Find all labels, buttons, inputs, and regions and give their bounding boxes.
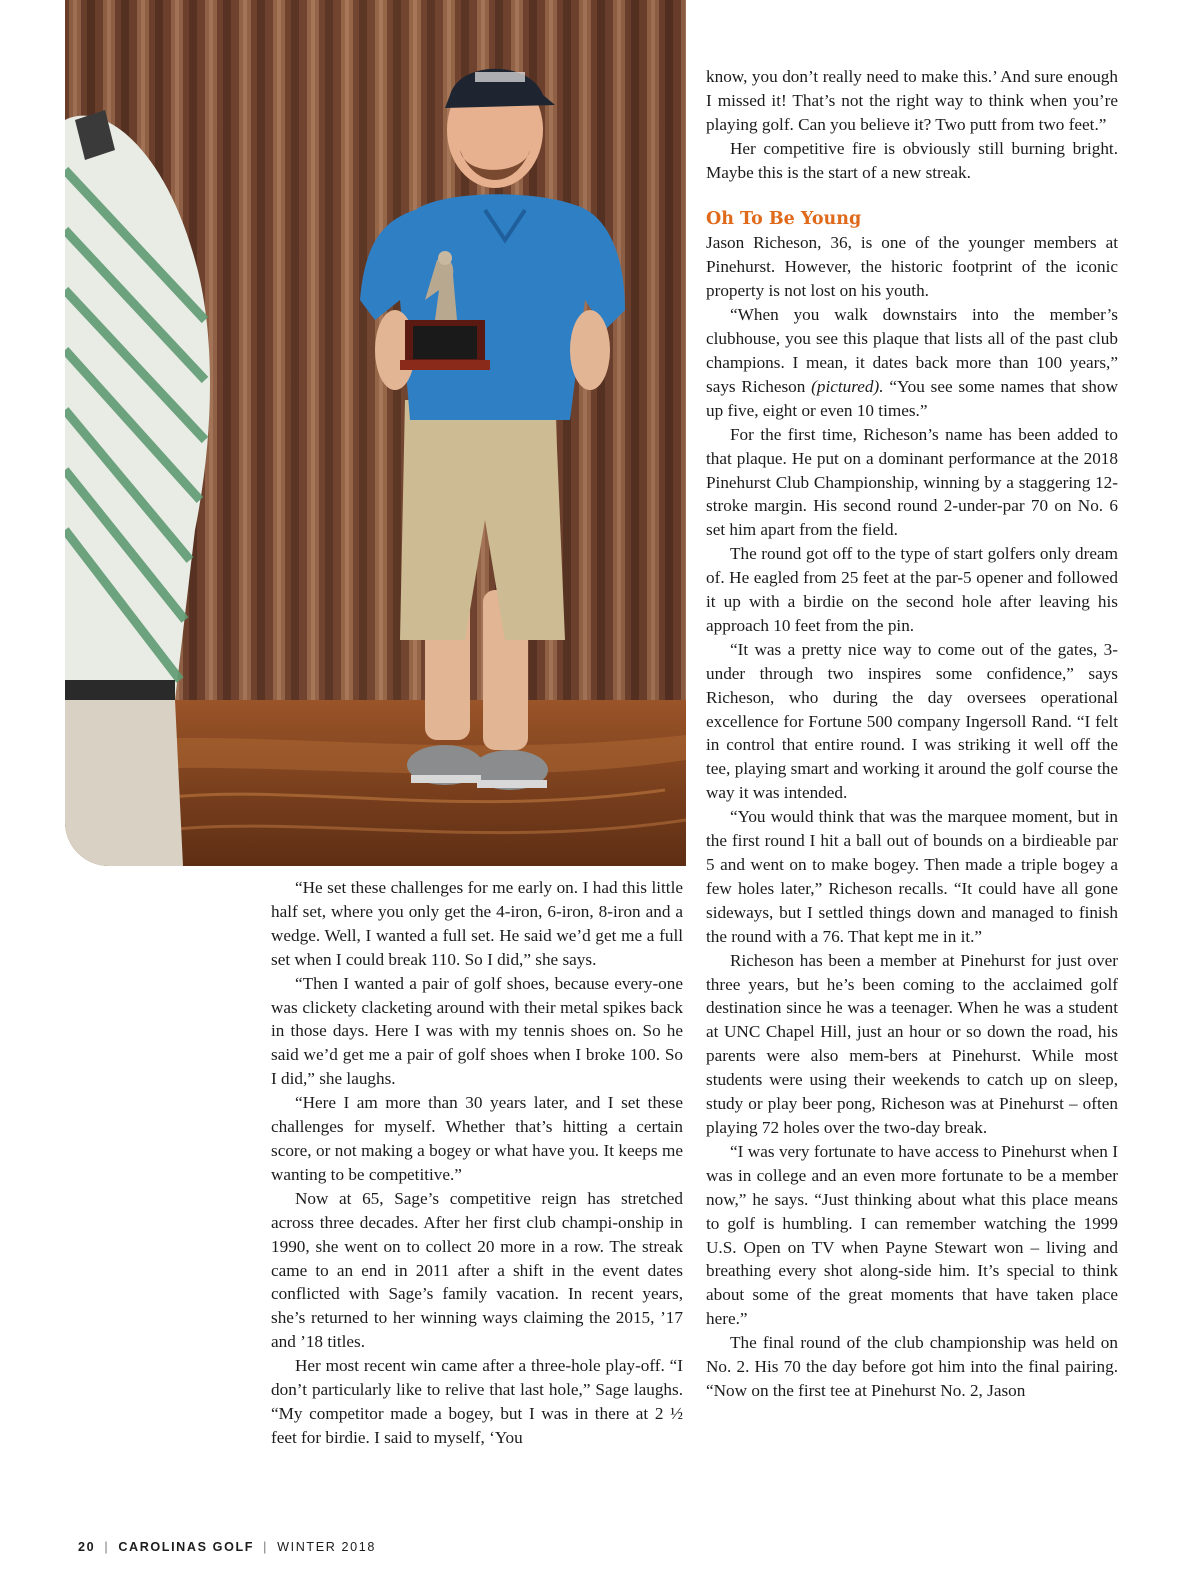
paragraph: “It was a pretty nice way to come out of the gates, 3-under through two inspires some confidence,” says Richeson, who during the day oversees operational excellence for Fortune 500 company Ingersoll Rand. “I felt in control that entire round. I was striking it well off the tee, playing smart and working it around the golf course the way it was intended. xyxy=(706,639,1118,803)
quote-text: “When you walk downstairs into the member’s clubhouse, you see this plaque that lists all of the past club champions. I mean, it dates back more than 100 years,” says Richeson xyxy=(706,305,1118,396)
paragraph: “I was very fortunate to have access to Pinehurst when I was in college and an even more fortunate to be a member now,” he says. “Just thinking about what this place means to golf is humbling. I can remember watching the 1999 U.S. Open on TV when Payne Stewart won – living and breathing every shot along-side him. It’s special to think about some of the great moments that have taken place here.” xyxy=(706,1141,1118,1329)
article-column-middle xyxy=(271,876,683,1450)
paragraph: Now at 65, Sage’s competitive reign has stretched across three decades. After her first club champi-onship in 1990, she went on to collect 20 more in a row. The streak came to an end in 2011 after a shift in the event dates conflicted with Sage’s family vacation. In recent years, she’s returned to her winning ways claiming the 2015, ’17 and ’18 titles. xyxy=(271,1188,683,1352)
page-footer xyxy=(78,1540,376,1554)
paragraph: know, you don’t really need to make this.’ And sure enough I missed it! That’s not the right way to think when you’re playing golf. Can you believe it? Two putt from two feet.” xyxy=(706,67,1118,134)
paragraph: “Then I wanted a pair of golf shoes, because every-one was clickety clacketing around with their metal spikes back in those days. Here I was with my tennis shoes on. So he said we’d get me a pair of golf shoes when I broke 100. So I did,” she laughs. xyxy=(271,973,683,1089)
section-subhead: Oh To Be Young xyxy=(706,208,862,229)
quote-text: “You see some names that show up five, eight or even 10 times.” xyxy=(706,376,1119,420)
paragraph xyxy=(706,303,1118,423)
photo-reference: (pictured). xyxy=(811,376,884,396)
paragraph: Richeson has been a member at Pinehurst for just over three years, but he’s been coming to the acclaimed golf destination since he was a teenager. When he was a student at UNC Chapel Hill, just an hour or so down the road, his parents were also mem-bers at Pinehurst. While most students were using their weekends to catch up on sleep, study or play beer pong, Richeson was at Pinehurst – often playing 72 holes over the two-day break. xyxy=(706,950,1118,1137)
paragraph: Her most recent win came after a three-hole play-off. “I don’t particularly like to relive that last hole,” Sage laughs. “My competitor made a bogey, but I was in there at 2 ½ feet for birdie. I said to myself, ‘You xyxy=(271,1356,683,1447)
paragraph: “He set these challenges for me early on. I had this little half set, where you only get the 4-iron, 6-iron, 8-iron and a wedge. Well, I wanted a full set. He said we’d get me a full set when I could break 110. So I did,” she says. xyxy=(271,878,683,969)
article-photo xyxy=(65,0,686,866)
magazine-name: CAROLINAS GOLF xyxy=(118,1540,255,1554)
page-number: 20 xyxy=(78,1540,96,1554)
paragraph: “You would think that was the marquee moment, but in the first round I hit a ball out of bounds on a birdieable par 5 and went on to make bogey. Then made a triple bogey a few holes later,” Richeson recalls. “It could have all gone sideways, but I settled things down and managed to finish the round with a 76. That kept me in it.” xyxy=(706,807,1118,946)
paragraph: The final round of the club championship was held on No. 2. His 70 the day before got him into the final pairing. “Now on the first tee at Pinehurst No. 2, Jason xyxy=(706,1333,1118,1400)
paragraph: “Here I am more than 30 years later, and I set these challenges for myself. Whether that’s hitting a certain score, or not making a bogey or what have you. It keeps me wanting to be competitive.” xyxy=(271,1093,683,1184)
issue-label: WINTER 2018 xyxy=(277,1540,376,1554)
article-column-right xyxy=(706,65,1118,1403)
paragraph: For the first time, Richeson’s name has been added to that plaque. He put on a dominant performance at the 2018 Pinehurst Club Championship, winning by a staggering 12-stroke margin. His second round 2-under-par 70 on No. 6 set him apart from the field. xyxy=(706,424,1118,540)
paragraph: Jason Richeson, 36, is one of the younger members at Pinehurst. However, the historic footprint of the iconic property is not lost on his youth. xyxy=(706,233,1118,301)
footer-separator: | xyxy=(263,1540,269,1554)
footer-separator: | xyxy=(104,1540,110,1554)
paragraph: Her competitive fire is obviously still burning bright. Maybe this is the start of a new streak. xyxy=(706,138,1118,182)
paragraph: The round got off to the type of start golfers only dream of. He eagled from 25 feet at the par-5 opener and followed it up with a birdie on the second hole after leaving his approach 10 feet from the pin. xyxy=(706,544,1118,635)
